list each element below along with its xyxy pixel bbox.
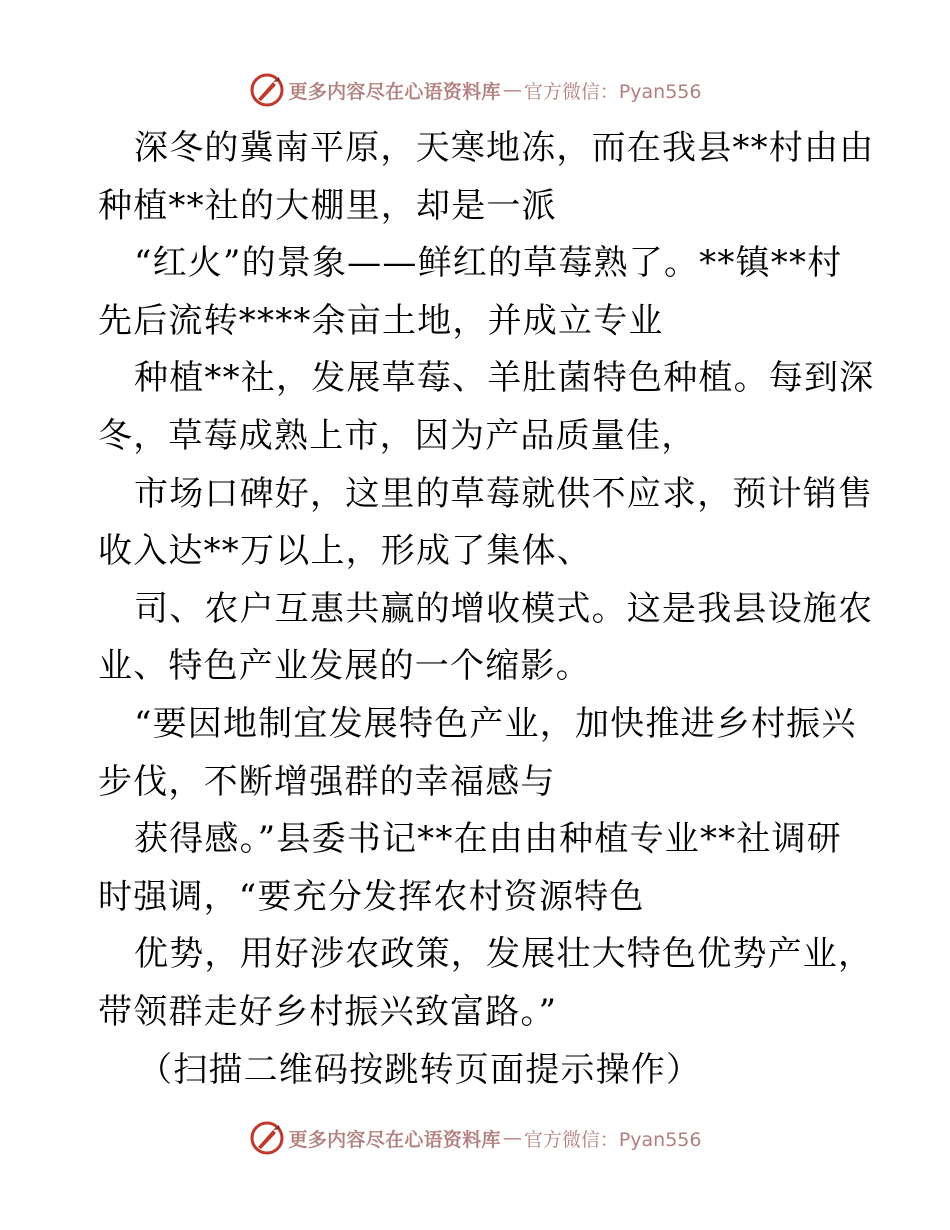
body-line: 业、特色产业发展的一个缩影。 bbox=[98, 646, 591, 687]
quill-pen-logo-icon bbox=[249, 72, 285, 108]
body-line: 种植**社的大棚里，却是一派 bbox=[98, 185, 557, 226]
header-separator: — bbox=[502, 79, 522, 101]
body-line: 深冬的冀南平原，天寒地冻，而在我县**村由由 bbox=[134, 128, 875, 168]
body-line: 优势，用好涉农政策，发展壮大特色优势产业， bbox=[134, 934, 874, 975]
footer-watermark bbox=[0, 1118, 950, 1158]
footer-separator: — bbox=[502, 1127, 522, 1149]
header-wechat-text: 官方微信：Pyan556 bbox=[523, 80, 702, 103]
header-watermark bbox=[0, 70, 950, 110]
footer-site-text: 更多内容尽在心语资料库 bbox=[288, 1128, 501, 1151]
body-line: “红火”的景象——鲜红的草莓熟了。**镇**村 bbox=[134, 243, 843, 284]
header-site-text: 更多内容尽在心语资料库 bbox=[288, 80, 501, 103]
body-line: 收入达**万以上，形成了集体、 bbox=[98, 531, 592, 572]
body-line: 司、农户互惠共赢的增收模式。这是我县设施农 bbox=[134, 588, 874, 629]
quill-pen-logo-icon bbox=[249, 1120, 285, 1156]
body-line: 冬，草莓成熟上市，因为产品质量佳， bbox=[98, 415, 697, 456]
qr-instruction-line: （扫描二维码按跳转页面提示操作） bbox=[138, 1049, 702, 1090]
body-line: “要因地制宜发展特色产业，加快推进乡村振兴 bbox=[134, 703, 857, 744]
body-line: 市场口碑好，这里的草莓就供不应求，预计销售 bbox=[134, 473, 874, 514]
body-line: 种植**社，发展草莓、羊肚菌特色种植。每到深 bbox=[134, 358, 875, 399]
body-line: 带领群走好乡村振兴致富路。” bbox=[98, 991, 558, 1032]
document-body bbox=[98, 120, 875, 1099]
body-line: 步伐，不断增强群的幸福感与 bbox=[98, 761, 556, 802]
footer-wechat-text: 官方微信：Pyan556 bbox=[523, 1128, 702, 1151]
body-line: 获得感。”县委书记**在由由种植专业**社调研 bbox=[134, 819, 842, 860]
body-line: 时强调，“要充分发挥农村资源特色 bbox=[98, 876, 645, 917]
body-line: 先后流转****余亩土地，并成立专业 bbox=[98, 300, 664, 341]
